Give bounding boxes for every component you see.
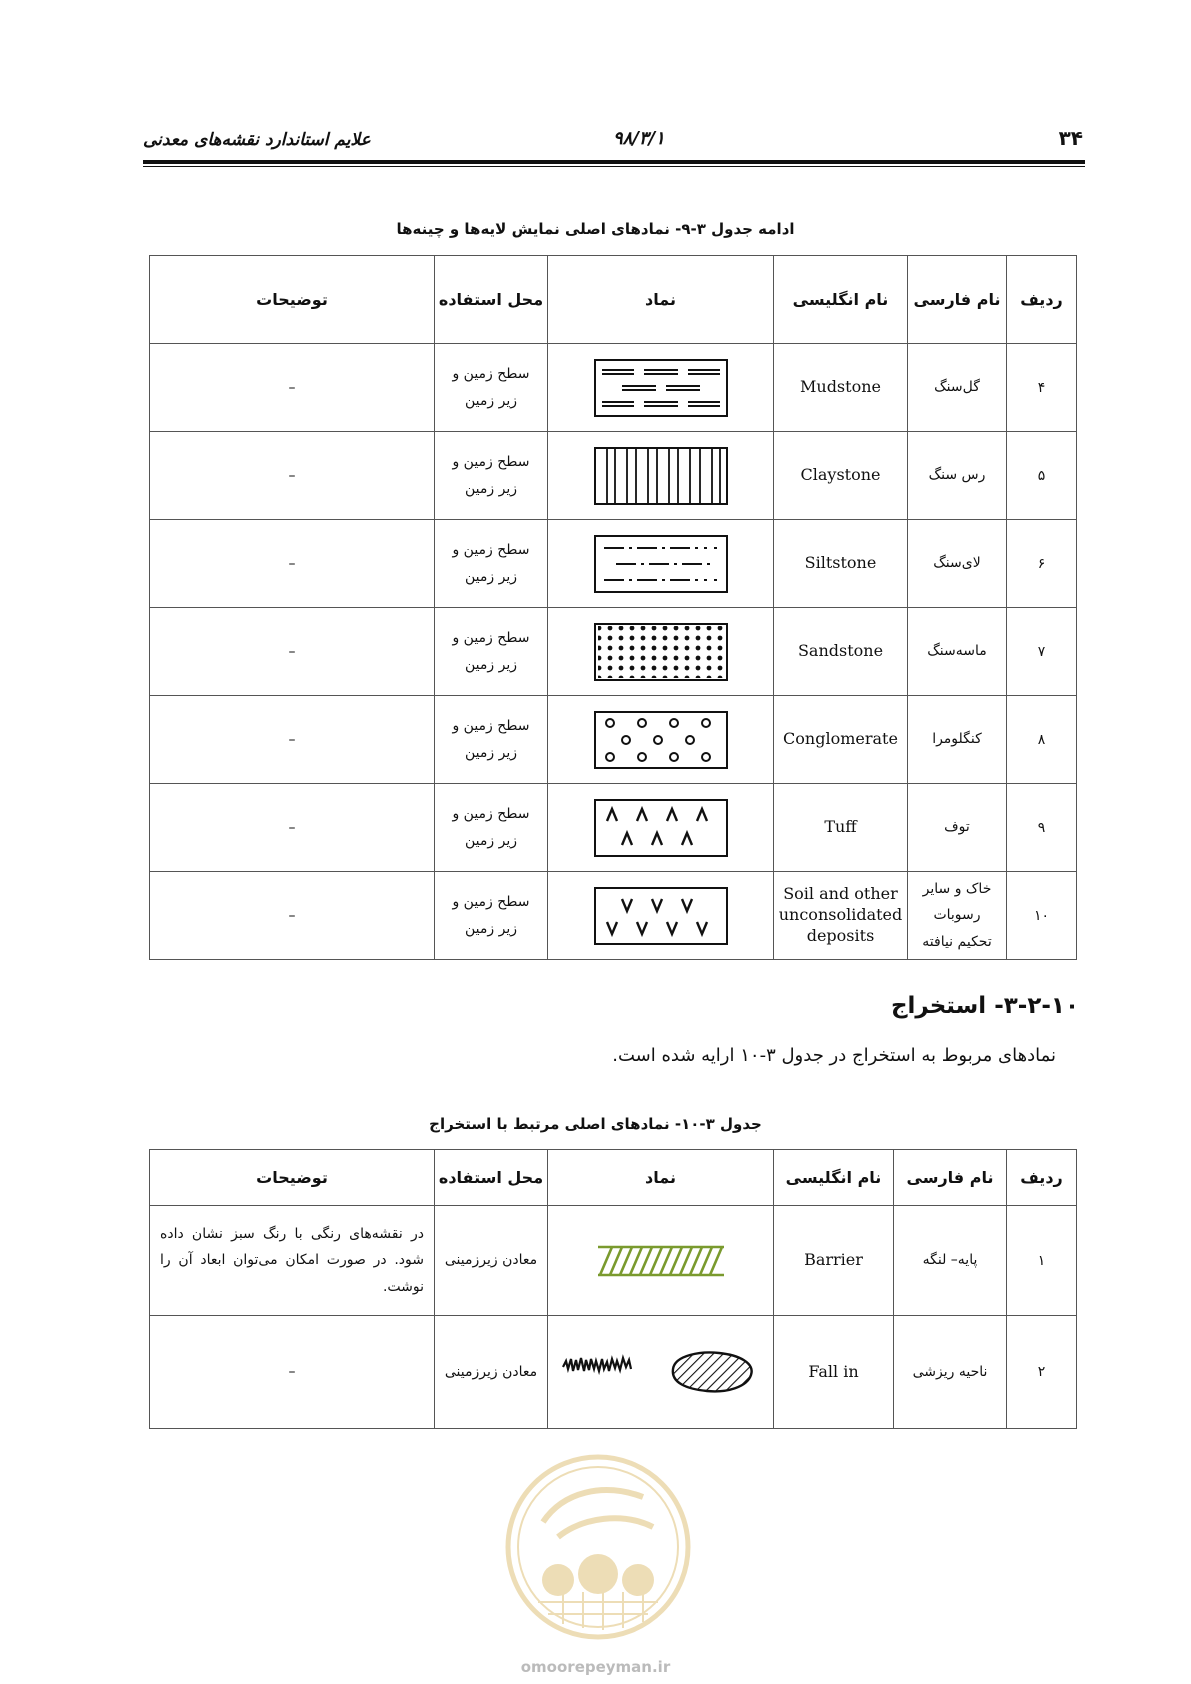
row-symbol <box>548 520 774 608</box>
row-num: ۱۰ <box>1007 872 1077 960</box>
sandstone-pattern-icon <box>594 623 728 681</box>
row-usage <box>435 432 548 520</box>
tuff-pattern-icon <box>594 799 728 857</box>
row-notes: – <box>150 872 435 960</box>
usage-line-1: سطح زمین و <box>452 629 530 646</box>
row-notes: – <box>150 1316 435 1429</box>
table-row <box>150 608 1077 696</box>
table-row <box>150 1316 1077 1429</box>
row-usage <box>435 872 548 960</box>
row-persian-name: ناحیه ریزشی <box>894 1316 1007 1429</box>
section-title: ۳-۲-۱۰- استخراج <box>890 993 1079 1019</box>
col-symbol-header: نماد <box>548 256 774 344</box>
row-symbol <box>548 344 774 432</box>
row-notes: – <box>150 608 435 696</box>
table-row <box>150 1206 1077 1316</box>
col-english-header: نام انگلیسی <box>774 1150 894 1206</box>
table-row <box>150 520 1077 608</box>
row-symbol <box>548 432 774 520</box>
conglomerate-pattern-icon <box>594 711 728 769</box>
row-english-name: Sandstone <box>774 608 908 696</box>
row-usage <box>435 520 548 608</box>
usage-line-1: سطح زمین و <box>452 805 530 822</box>
notes-text: در نقشه‌های رنگی با رنگ سبز نشان داده شود. در صورت امکان می‌توان ابعاد آن را نوشت. <box>160 1225 424 1295</box>
table1-header-row <box>150 256 1077 344</box>
header-date: ۹۸/۳/۱ <box>613 128 665 149</box>
col-english-header: نام انگلیسی <box>774 256 908 344</box>
row-symbol <box>548 1316 774 1429</box>
row-persian-name <box>908 872 1007 960</box>
row-usage <box>435 344 548 432</box>
table1-caption: ادامه جدول ۳-۹- نمادهای اصلی نمایش لایه‌ها و چینه‌ها <box>396 220 795 238</box>
usage-line-1: سطح زمین و <box>452 453 530 470</box>
page-number: ۳۴ <box>1058 126 1083 150</box>
col-notes-header: توضیحات <box>150 256 435 344</box>
usage-line-2: زیر زمین <box>465 568 517 585</box>
usage-line-2: زیر زمین <box>465 392 517 409</box>
col-num-header: ردیف <box>1007 256 1077 344</box>
row-symbol <box>548 696 774 784</box>
table-row <box>150 344 1077 432</box>
usage-line-1: سطح زمین و <box>452 717 530 734</box>
usage-line-1: سطح زمین و <box>452 365 530 382</box>
row-num: ۵ <box>1007 432 1077 520</box>
row-english-name: Tuff <box>774 784 908 872</box>
persian-line-3: تحکیم نیافته <box>922 933 992 950</box>
usage-line-2: زیر زمین <box>465 832 517 849</box>
usage-line-1: سطح زمین و <box>452 893 530 910</box>
header-title: علایم استاندارد نقشه‌های معدنی <box>143 130 371 150</box>
claystone-pattern-icon <box>594 447 728 505</box>
table-row <box>150 432 1077 520</box>
row-persian-name: گل‌سنگ <box>908 344 1007 432</box>
header-rule-thin <box>143 166 1085 167</box>
siltstone-pattern-icon <box>594 535 728 593</box>
col-usage-header: محل استفاده <box>435 1150 548 1206</box>
row-num: ۸ <box>1007 696 1077 784</box>
usage-line-2: زیر زمین <box>465 480 517 497</box>
row-english-name: Mudstone <box>774 344 908 432</box>
row-persian-name: توف <box>908 784 1007 872</box>
table-row <box>150 784 1077 872</box>
col-persian-header: نام فارسی <box>894 1150 1007 1206</box>
table-row <box>150 696 1077 784</box>
row-usage <box>435 696 548 784</box>
fall-in-hatch-icon <box>561 1347 761 1397</box>
col-symbol-header: نماد <box>548 1150 774 1206</box>
row-num: ۷ <box>1007 608 1077 696</box>
row-persian-name: ماسه‌سنگ <box>908 608 1007 696</box>
row-num: ۹ <box>1007 784 1077 872</box>
row-symbol <box>548 784 774 872</box>
col-num-header: ردیف <box>1007 1150 1077 1206</box>
header-rule-thick <box>143 160 1085 164</box>
col-persian-header: نام فارسی <box>908 256 1007 344</box>
barrier-hatch-icon <box>596 1244 726 1278</box>
row-num: ۴ <box>1007 344 1077 432</box>
english-line-1: Soil and other <box>783 884 898 904</box>
row-notes: – <box>150 520 435 608</box>
row-notes: – <box>150 784 435 872</box>
row-num: ۱ <box>1007 1206 1077 1316</box>
row-usage <box>435 784 548 872</box>
soil-pattern-icon <box>594 887 728 945</box>
row-symbol <box>548 1206 774 1316</box>
usage-line-2: زیر زمین <box>465 656 517 673</box>
section-paragraph: نمادهای مربوط به استخراج در جدول ۳-۱۰ ارایه شده است. <box>612 1045 1056 1066</box>
row-english-name: Siltstone <box>774 520 908 608</box>
usage-line-2: زیر زمین <box>465 744 517 761</box>
row-notes: – <box>150 432 435 520</box>
table2-header-row <box>150 1150 1077 1206</box>
mudstone-pattern-icon <box>594 359 728 417</box>
row-persian-name: پایه– لنگه <box>894 1206 1007 1316</box>
table-row <box>150 872 1077 960</box>
row-persian-name: رس سنگ <box>908 432 1007 520</box>
watermark-logo <box>503 1452 693 1642</box>
row-symbol <box>548 608 774 696</box>
row-usage: معادن زیرزمینی <box>435 1206 548 1316</box>
table1 <box>149 255 1077 960</box>
table2 <box>149 1149 1077 1429</box>
row-persian-name: لای‌سنگ <box>908 520 1007 608</box>
row-usage: معادن زیرزمینی <box>435 1316 548 1429</box>
row-num: ۶ <box>1007 520 1077 608</box>
row-english-name: Claystone <box>774 432 908 520</box>
row-english-name: Fall in <box>774 1316 894 1429</box>
english-line-3: deposits <box>806 925 875 945</box>
usage-line-2: زیر زمین <box>465 920 517 937</box>
row-notes: – <box>150 344 435 432</box>
row-persian-name: کنگلومرا <box>908 696 1007 784</box>
row-notes <box>150 1206 435 1316</box>
row-english-name <box>774 872 908 960</box>
persian-line-1: خاک و سایر <box>922 880 992 897</box>
row-usage <box>435 608 548 696</box>
persian-line-2: رسوبات <box>933 907 981 924</box>
row-english-name: Barrier <box>774 1206 894 1316</box>
row-english-name: Conglomerate <box>774 696 908 784</box>
table2-caption: جدول ۳-۱۰- نمادهای اصلی مرتبط با استخراج <box>429 1115 762 1133</box>
watermark-site: omoorepeyman.ir <box>520 1658 671 1676</box>
col-usage-header: محل استفاده <box>435 256 548 344</box>
english-line-2: unconsolidated <box>778 905 903 925</box>
col-notes-header: توضیحات <box>150 1150 435 1206</box>
row-symbol <box>548 872 774 960</box>
usage-line-1: سطح زمین و <box>452 541 530 558</box>
row-notes: – <box>150 696 435 784</box>
row-num: ۲ <box>1007 1316 1077 1429</box>
